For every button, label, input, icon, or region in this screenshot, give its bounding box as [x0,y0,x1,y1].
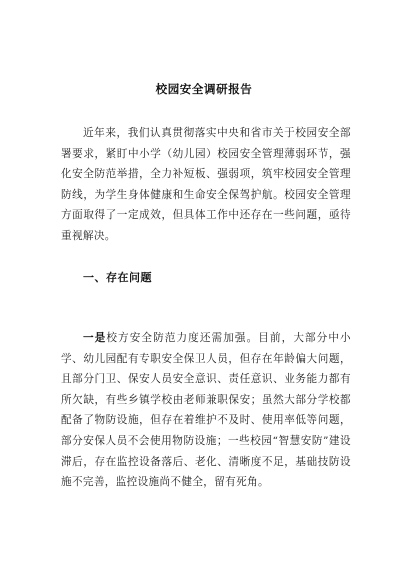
document-title: 校园安全调研报告 [155,82,253,96]
intro-paragraph: 近年来，我们认真贯彻落实中央和省市关于校园安全部署要求，紧盯中小学（幼儿园）校园安全管理薄弱环节，强化安全防范举措，全力补短板、强弱项，筑牢校园安全管理防线，为学生身体健康和生命安全保驾护航。校园安全管理方面取得了一定成效，但具体工作中还存在一些问题，亟待重视解决。 [61,127,351,242]
point-lead: 一是 [83,332,107,344]
section-heading: 一、存在问题 [83,271,152,284]
point-paragraph [61,328,351,493]
point-text: 校方安全防范力度还需加强。目前，大部分中小学、幼儿园配有专职安全保卫人员，但存在年龄偏大问题，且部分门卫、保安人员安全意识、责任意识、业务能力都有所欠缺，有些乡镇学校由老师兼职保安；虽然大部分学校都配备了物防设施，但存在着维护不及时、使用率低等问题，部分安保人员不会使用物防设施；一些校园“智慧安防”建设滞后，存在监控设备落后、老化、清晰度不足，基础技防设施不完善，监控设施尚不健全，留有死角。 [61,332,351,489]
